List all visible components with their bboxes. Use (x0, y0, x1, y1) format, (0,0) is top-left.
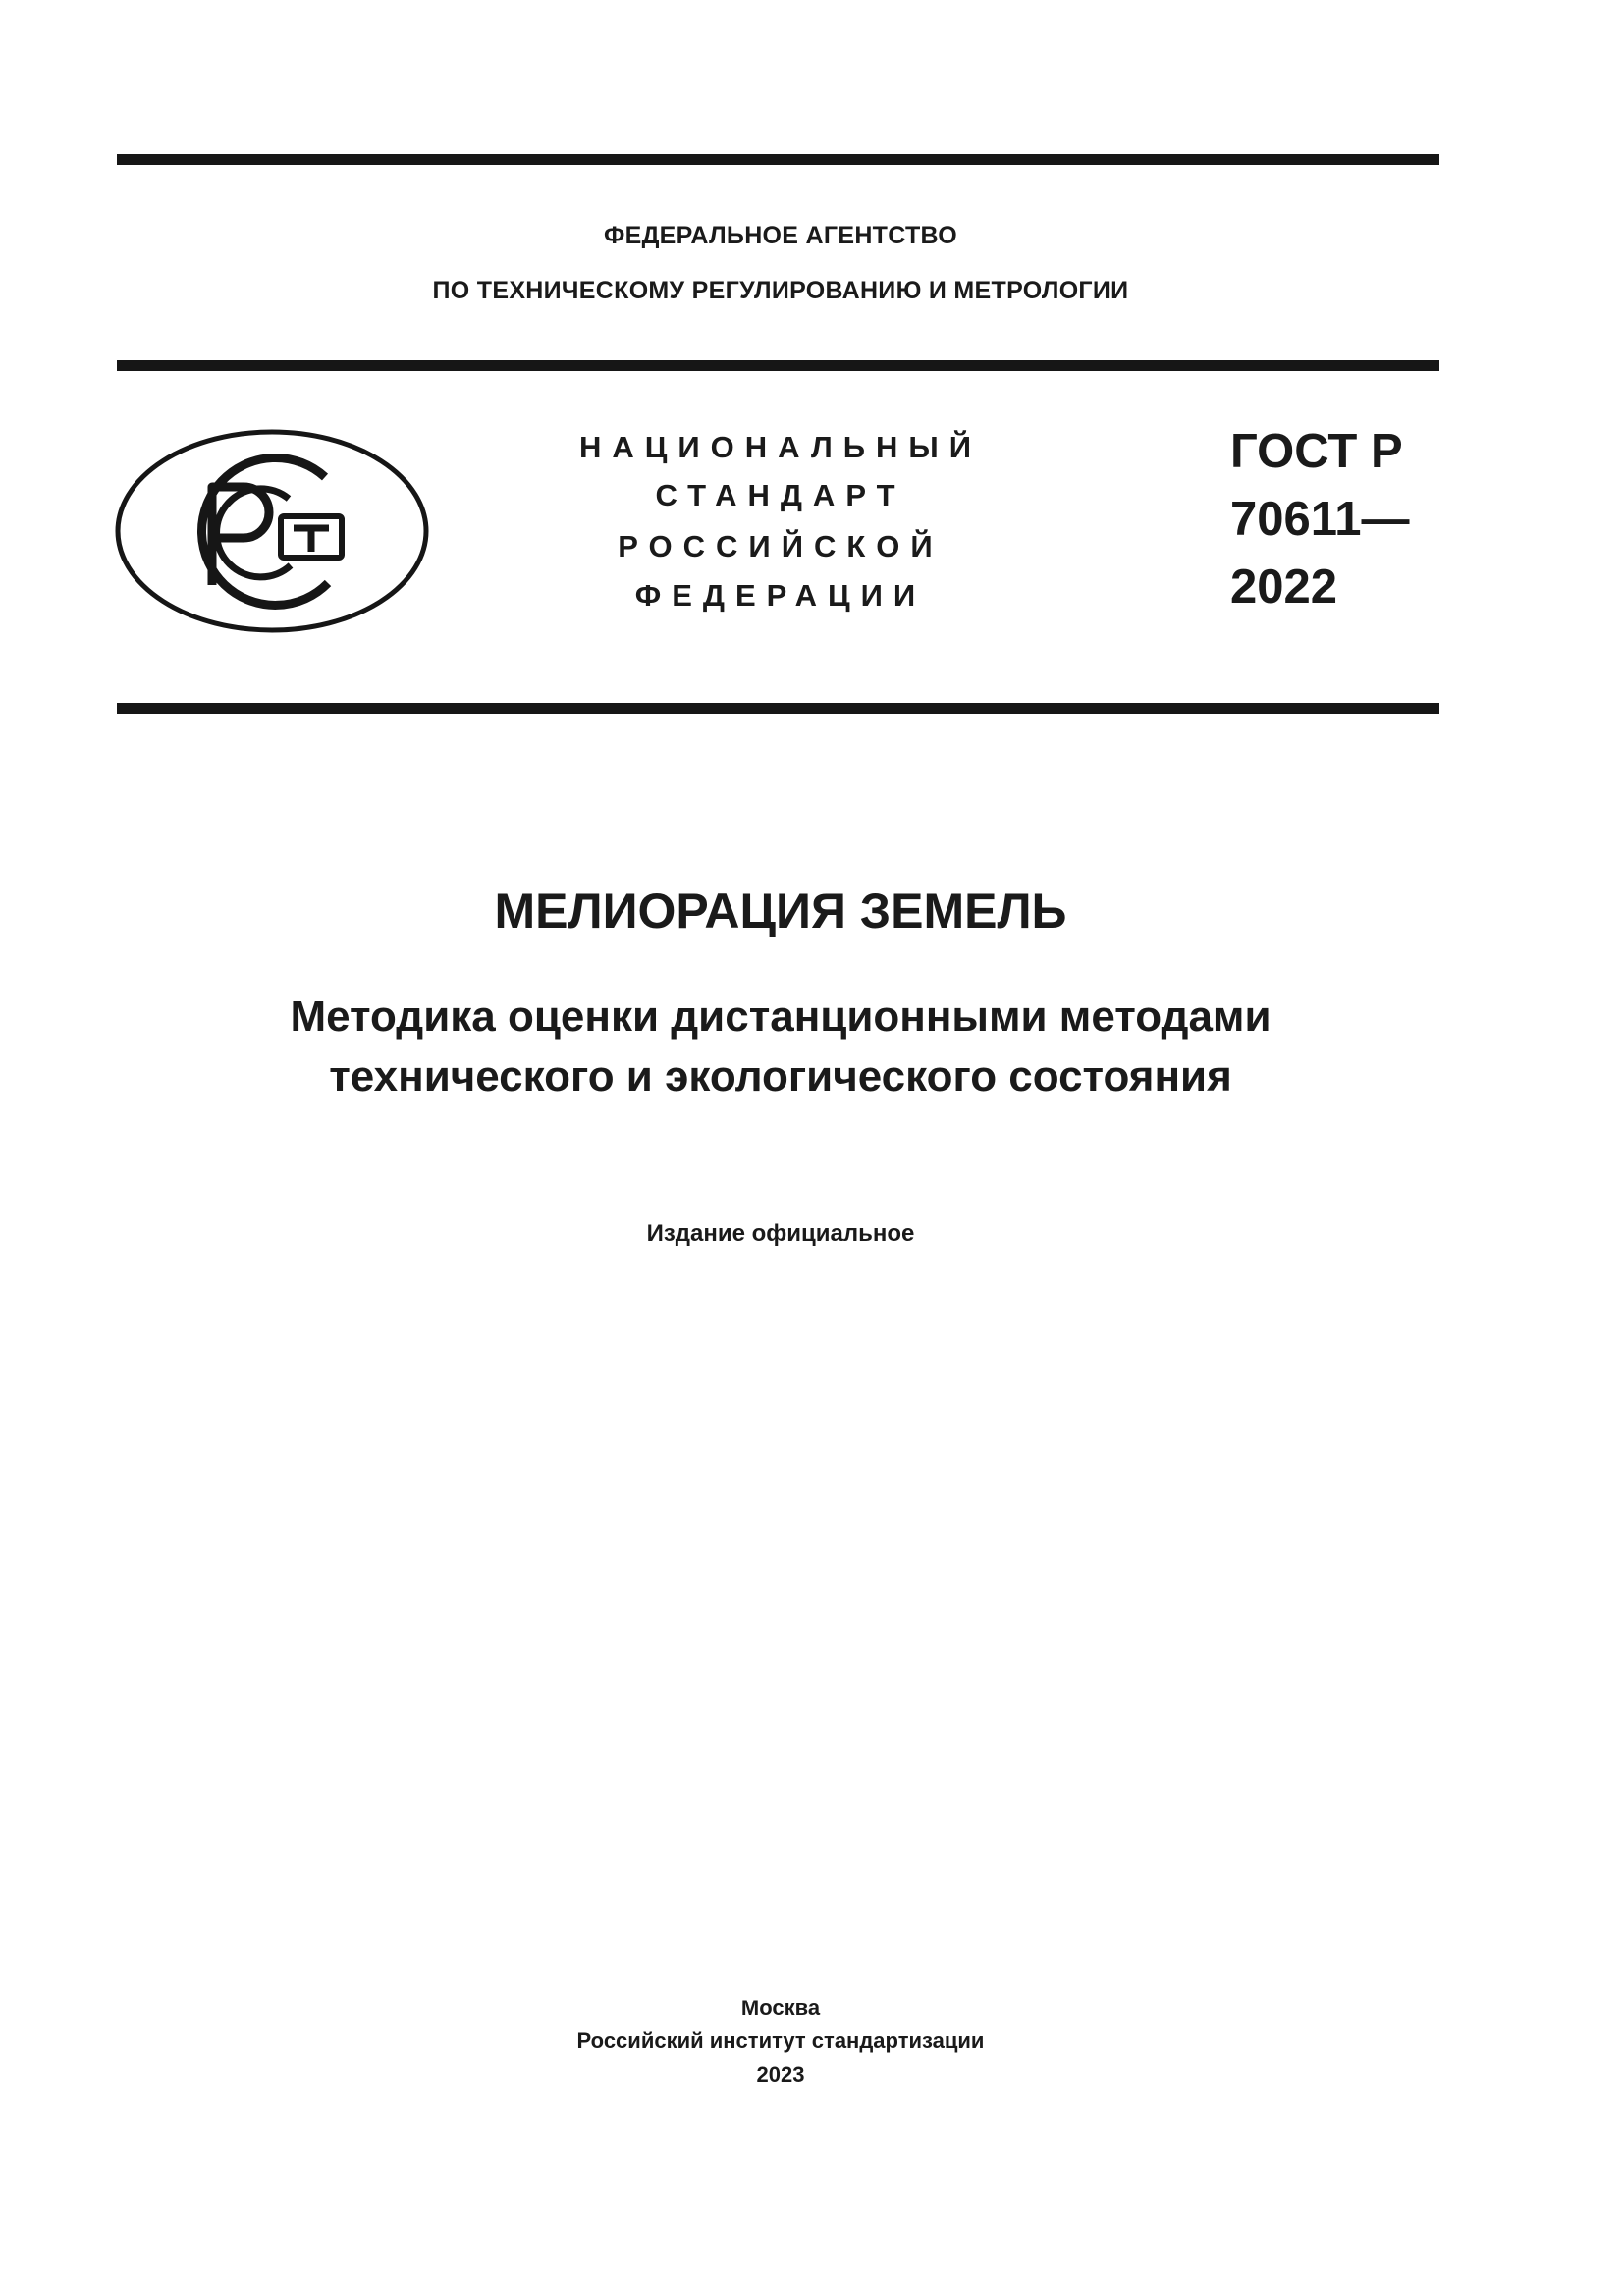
publication-year: 2023 (756, 2062, 805, 2087)
rst-certification-logo (114, 428, 430, 634)
standard-type-line-2: СТАНДАРТ (655, 478, 906, 512)
standard-type-line-4: ФЕДЕРАЦИИ (634, 578, 927, 613)
edition-note: Издание официальное (646, 1220, 915, 1247)
publication-city: Москва (740, 1996, 821, 2020)
document-subtitle-line-1: Методика оценки дистанционными методами (290, 992, 1272, 1041)
document-title: МЕЛИОРАЦИЯ ЗЕМЕЛЬ (494, 883, 1067, 938)
agency-name-line-2: ПО ТЕХНИЧЕСКОМУ РЕГУЛИРОВАНИЮ И МЕТРОЛОГИИ (432, 277, 1129, 304)
designation-line-1: ГОСТ Р (1230, 425, 1403, 478)
header-rule (117, 360, 1439, 371)
standard-type-line-3: РОССИЙСКОЙ (618, 529, 944, 563)
section-rule (117, 703, 1439, 714)
designation-line-3: 2022 (1230, 561, 1338, 614)
publisher-name: Российский институт стандартизации (576, 2028, 985, 2053)
top-rule (117, 154, 1439, 165)
standard-type-line-1: НАЦИОНАЛЬНЫЙ (578, 430, 983, 464)
designation-line-2: 70611— (1230, 493, 1410, 546)
document-subtitle-line-2: технического и экологического состояния (329, 1052, 1232, 1100)
agency-name-line-1: ФЕДЕРАЛЬНОЕ АГЕНТСТВО (603, 222, 958, 249)
